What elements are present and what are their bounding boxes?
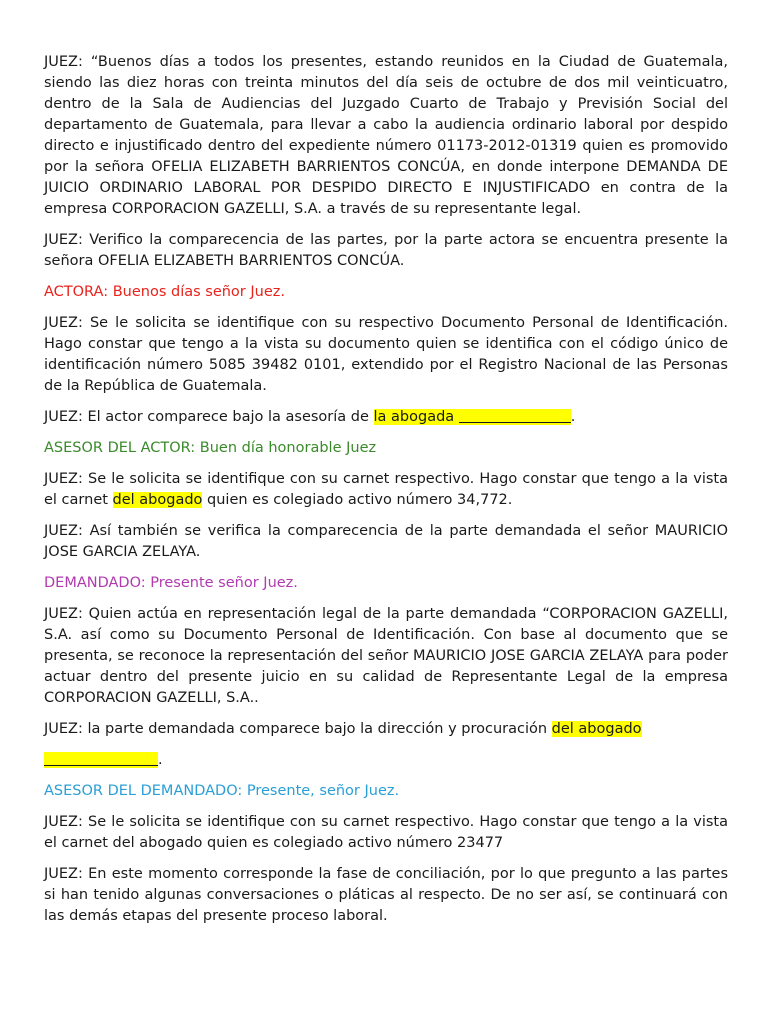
paragraph-demandado: DEMANDADO: Presente señor Juez. bbox=[44, 575, 298, 591]
highlighted-label: la abogada bbox=[373, 409, 459, 425]
paragraph-blank-line bbox=[44, 750, 728, 771]
paragraph-demandado-carnet: JUEZ: Se le solicita se identifique con su carnet respectivo. Hago constar que tengo a la vista el carnet del abogado quien es colegiado activo número 23477 bbox=[44, 814, 728, 851]
paragraph-actor-advisor bbox=[44, 407, 728, 428]
highlighted-text: del abogado bbox=[551, 721, 642, 737]
paragraph-actora: ACTORA: Buenos días señor Juez. bbox=[44, 284, 285, 300]
text-segment: quien es colegiado activo número 34,772. bbox=[202, 492, 513, 508]
highlighted-text bbox=[374, 409, 571, 425]
paragraph-representation: JUEZ: Quien actúa en representación legal de la parte demandada “CORPORACION GAZELLI, S.A. así como su Documento Personal de Identificación. Con base al documento que se presenta, se reconoce la representación del señor MAURICIO JOSE GARCIA ZELAYA para poder actuar dentro del presente juicio en su calidad de Representante Legal de la empresa CORPORACION GAZELLI, S.A.. bbox=[44, 606, 728, 706]
text-segment: JUEZ: Se le solicita se identifique con su carnet respectivo. Hago constar que tengo a la vista el carnet bbox=[44, 471, 728, 508]
paragraph-identification: JUEZ: Se le solicita se identifique con su respectivo Documento Personal de Identificación. Hago constar que tengo a la vista su documento quien se identifica con el código único de identificación número 5085 39482 0101, extendido por el Registro Nacional de las Personas de la República de Guatemala. bbox=[44, 315, 728, 394]
paragraph-demandado-advisor bbox=[44, 719, 728, 740]
paragraph-actor-carnet bbox=[44, 469, 728, 511]
paragraph-verification: JUEZ: Verifico la comparecencia de las partes, por la parte actora se encuentra presente la señora OFELIA ELIZABETH BARRIENTOS CONCÚA. bbox=[44, 232, 728, 269]
document-page bbox=[44, 52, 728, 937]
blank-line bbox=[44, 750, 158, 766]
text-segment: JUEZ: la parte demandada comparece bajo la dirección y procuración bbox=[44, 721, 552, 737]
text-segment: . bbox=[158, 752, 163, 768]
highlighted-blank bbox=[44, 752, 158, 768]
text-segment: JUEZ: El actor comparece bajo la asesoría de bbox=[44, 409, 374, 425]
paragraph-demandado-verification: JUEZ: Así también se verifica la comparecencia de la parte demandada el señor MAURICIO JOSE GARCIA ZELAYA. bbox=[44, 523, 728, 560]
paragraph-asesor-actor: ASESOR DEL ACTOR: Buen día honorable Juez bbox=[44, 440, 377, 456]
text-segment: . bbox=[570, 409, 576, 425]
paragraph-opening: JUEZ: “Buenos días a todos los presentes, estando reunidos en la Ciudad de Guatemala, siendo las diez horas con treinta minutos del día seis de octubre de dos mil veinticuatro, dentro de la Sala de Audiencias del Juzgado Cuarto de Trabajo y Previsión Social del departamento de Guatemala, para llevar a cabo la audiencia ordinario laboral por despido directo e injustificado dentro del expediente número 01173-2012-01319 quien es promovido por la señora OFELIA ELIZABETH BARRIENTOS CONCÚA, en donde interpone DEMANDA DE JUICIO ORDINARIO LABORAL POR DESPIDO DIRECTO E INJUSTIFICADO en contra de la empresa CORPORACION GAZELLI, S.A. a través de su representante legal. bbox=[44, 54, 728, 217]
highlighted-text: del abogado bbox=[112, 492, 203, 508]
paragraph-conciliation: JUEZ: En este momento corresponde la fase de conciliación, por lo que pregunto a las partes si han tenido algunas conversaciones o pláticas al respecto. De no ser así, se continuará con las demás etapas del presente proceso laboral. bbox=[44, 866, 728, 924]
blank-line bbox=[459, 407, 571, 423]
paragraph-asesor-demandado: ASESOR DEL DEMANDADO: Presente, señor Juez. bbox=[44, 783, 400, 799]
